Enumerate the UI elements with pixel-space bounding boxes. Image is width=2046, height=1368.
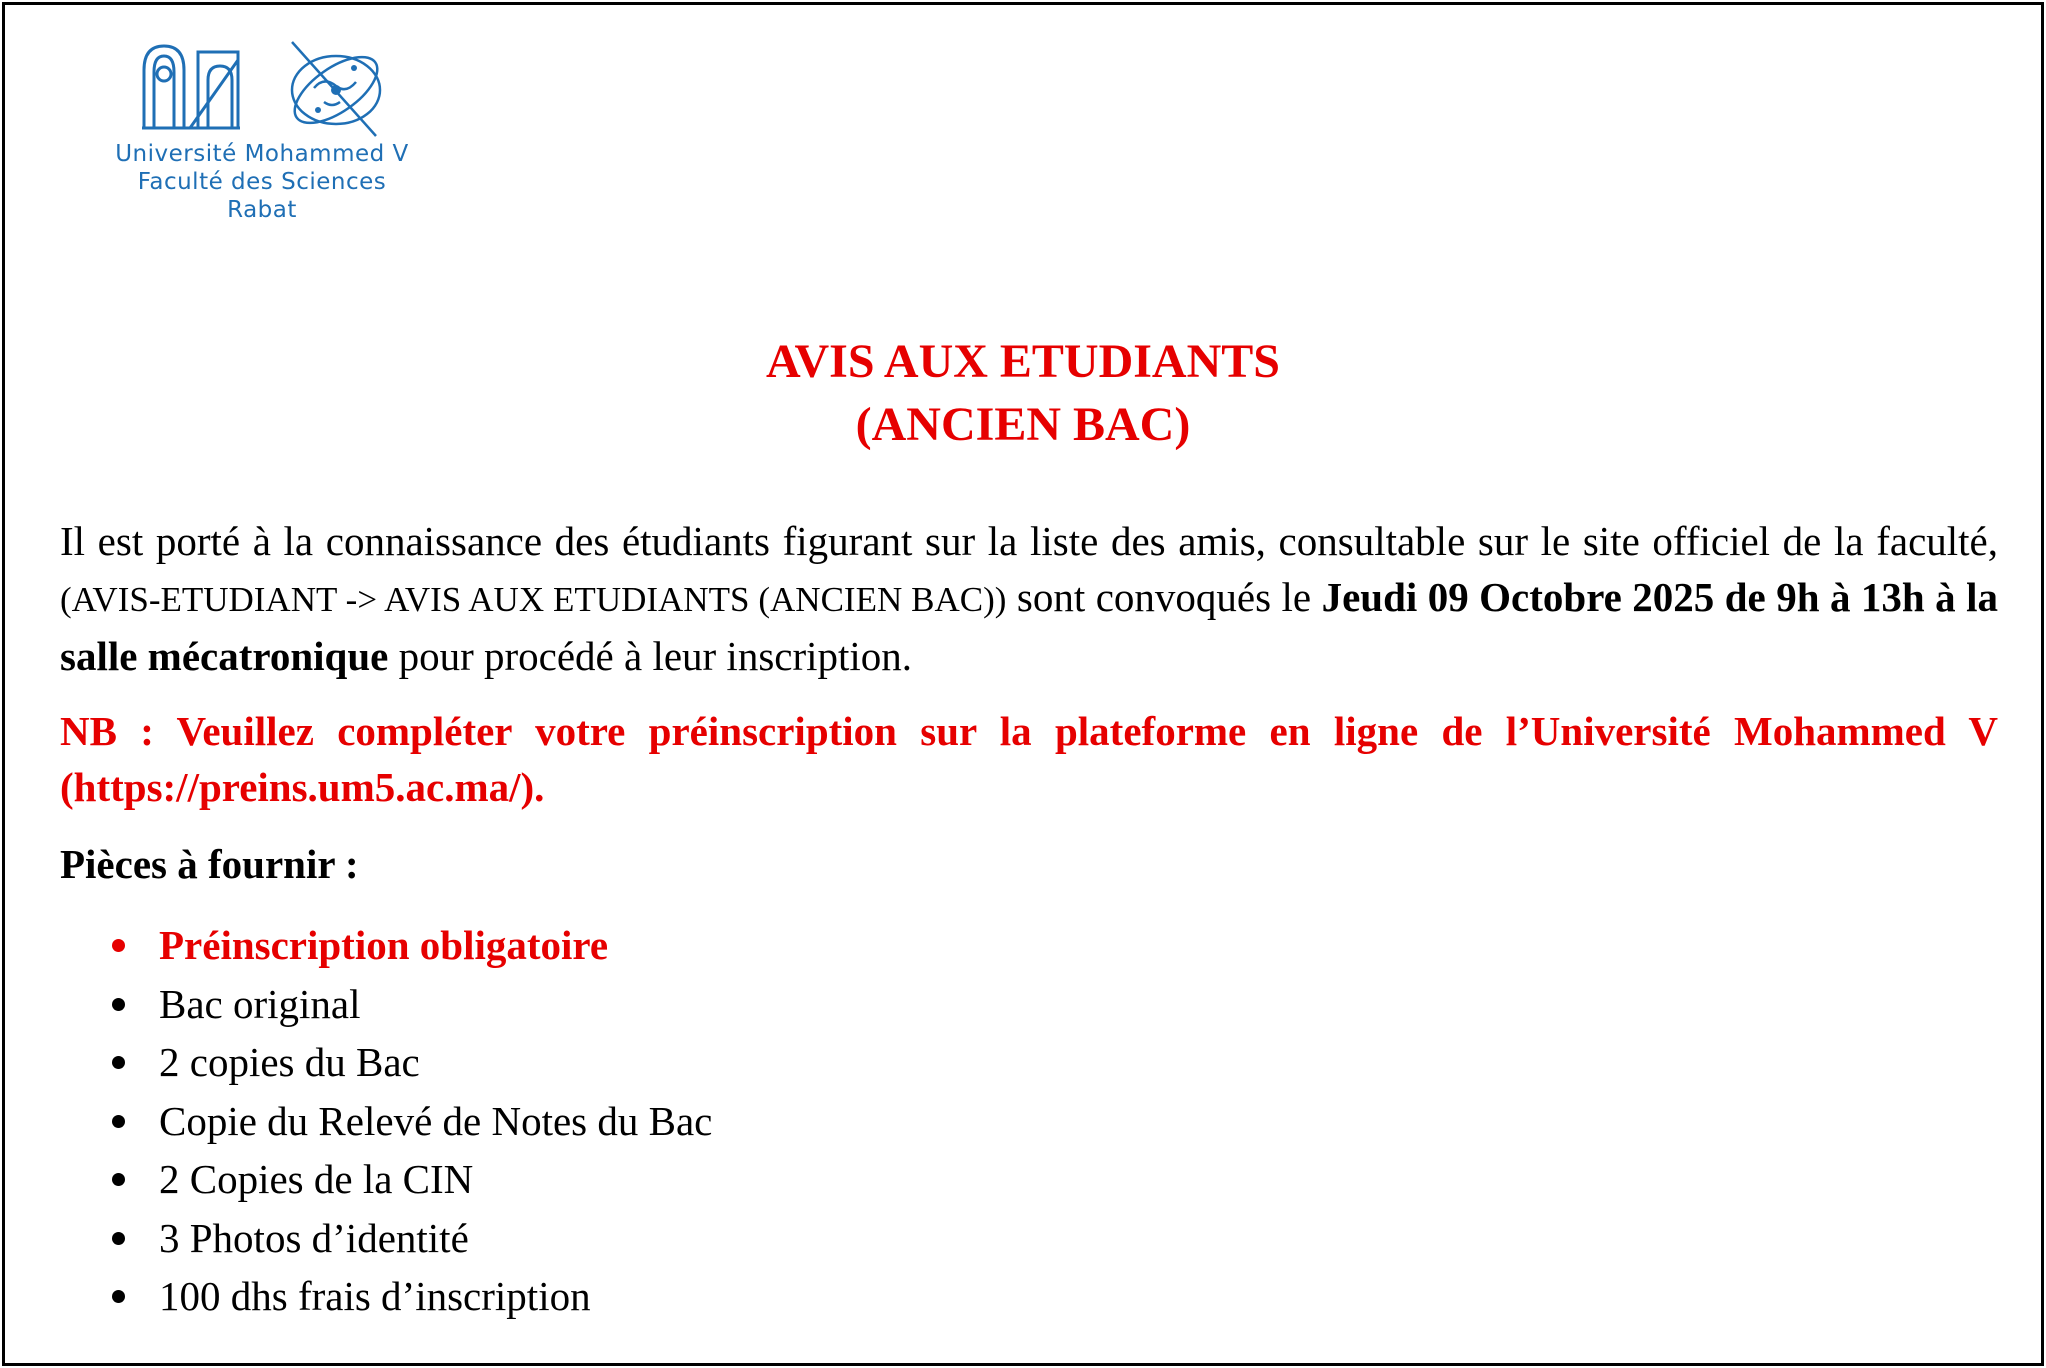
list-item-label: Bac original bbox=[159, 980, 361, 1027]
nb-notice: NB : Veuillez compléter votre préinscription sur la plateforme en ligne de l’Université Mohammed V (https://preins.um5.ac.ma/). bbox=[60, 708, 1998, 810]
bullet-icon bbox=[112, 939, 125, 952]
bullet-icon bbox=[112, 1173, 125, 1186]
university-arch-icon bbox=[140, 40, 244, 130]
list-item-label: 2 Copies de la CIN bbox=[159, 1156, 474, 1202]
bullet-icon bbox=[112, 1115, 125, 1128]
bullet-icon bbox=[112, 998, 125, 1011]
bullet-icon bbox=[112, 1056, 125, 1069]
pieces-heading: Pièces à fournir : bbox=[60, 841, 359, 887]
list-item-label: 100 dhs frais d’inscription bbox=[159, 1273, 591, 1319]
notice-subtitle: (ANCIEN BAC) bbox=[855, 398, 1191, 451]
logo-text-faculty: Faculté des Sciences bbox=[137, 169, 387, 195]
notice-body bbox=[60, 513, 1998, 684]
body-date-location: Jeudi 09 Octobre 2025 de 9h à 13h à la salle mécatronique bbox=[60, 574, 1998, 679]
list-item-label: 2 copies du Bac bbox=[159, 1039, 420, 1085]
science-orbit-icon bbox=[284, 38, 388, 138]
logo-text-university: Université Mohammed V bbox=[115, 141, 409, 167]
bullet-icon bbox=[112, 1290, 125, 1303]
body-site-path: (AVIS-ETUDIANT -> AVIS AUX ETUDIANTS (ANCIEN BAC)) bbox=[60, 580, 1007, 619]
list-item-label: Préinscription obligatoire bbox=[159, 922, 609, 968]
list-item-label: 3 Photos d’identité bbox=[159, 1214, 469, 1261]
body-intro: Il est porté à la connaissance des étudiants figurant sur la liste des amis, consultable sur le site officiel de la faculté, bbox=[60, 518, 1998, 564]
list-item-label: Copie du Relevé de Notes du Bac bbox=[159, 1097, 713, 1144]
university-logo bbox=[62, 38, 462, 238]
bullet-icon bbox=[112, 1232, 125, 1245]
body-outro: pour procédé à leur inscription. bbox=[398, 633, 913, 679]
logo-text-city: Rabat bbox=[227, 197, 297, 223]
body-convoques: sont convoqués le bbox=[1016, 574, 1312, 620]
notice-title: AVIS AUX ETUDIANTS bbox=[766, 335, 1280, 388]
